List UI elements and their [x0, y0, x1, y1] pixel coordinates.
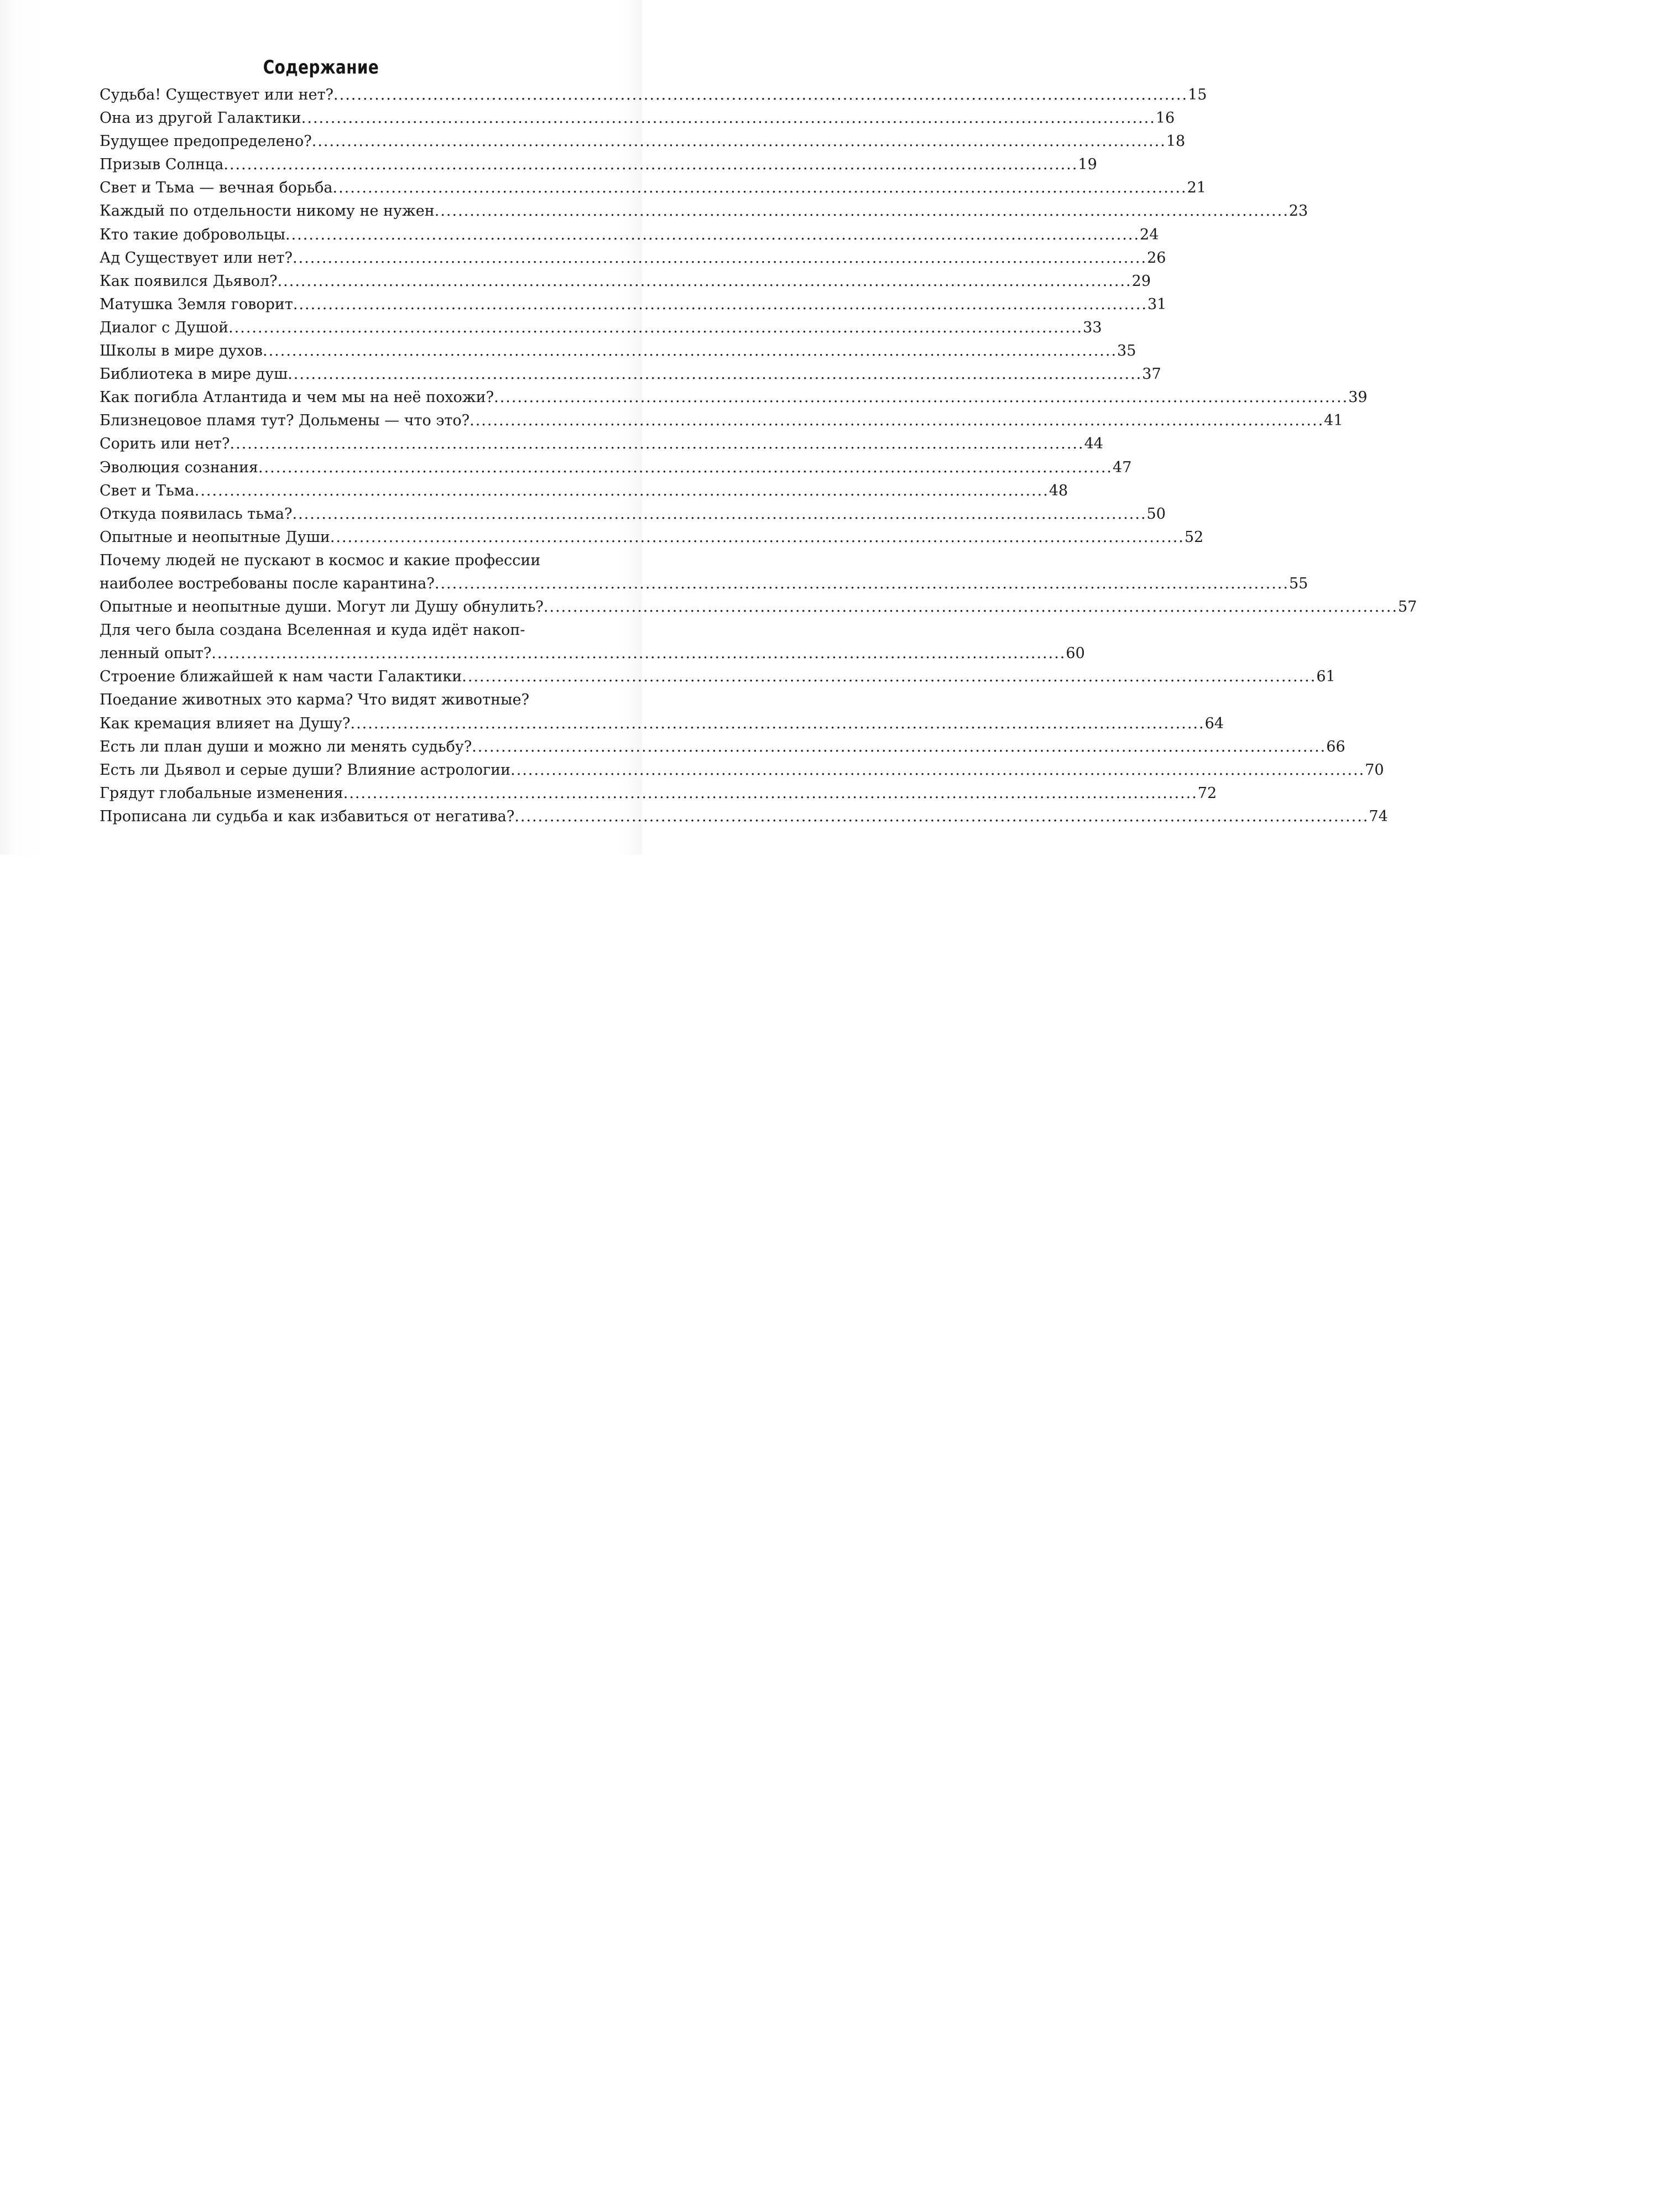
toc-entry — [100, 456, 1132, 479]
toc-entry-title: Она из другой Галактики — [100, 109, 301, 127]
toc-dot-leader — [223, 153, 1078, 176]
toc-entry — [100, 153, 1097, 176]
toc-entry — [100, 642, 1085, 665]
toc-entry — [100, 386, 1368, 409]
toc-entry — [100, 409, 1343, 432]
toc-dot-leader — [351, 712, 1205, 735]
toc-dot-leader — [285, 223, 1140, 247]
toc-dot-leader — [514, 805, 1369, 828]
toc-page-number: 29 — [1131, 272, 1151, 290]
toc-entry — [100, 316, 1102, 340]
toc-entry-title: Сорить или нет? — [100, 435, 230, 453]
toc-entry-title: Есть ли Дьявол и серые души? Влияние астрологии — [100, 761, 511, 779]
toc-entry-title: Эволюция сознания — [100, 458, 258, 476]
toc-entry-title: Опытные и неопытные души. Могут ли Душу обнулить? — [100, 598, 544, 616]
toc-page-number: 18 — [1166, 133, 1186, 150]
toc-entry-title: Школы в мире духов — [100, 342, 263, 360]
toc-page-number: 15 — [1188, 86, 1207, 103]
toc-entry — [100, 130, 1186, 153]
toc-entry-title: Есть ли план души и можно ли менять судьбу? — [100, 738, 472, 755]
toc-entry — [100, 200, 1308, 223]
toc-entry — [100, 270, 1151, 293]
toc-dot-leader — [435, 200, 1289, 223]
toc-entry — [100, 549, 553, 572]
toc-dot-leader — [288, 363, 1142, 386]
table-of-contents — [100, 84, 1417, 828]
toc-dot-leader — [293, 247, 1147, 270]
toc-entry-title: Каждый по отдельности никому не нужен — [100, 202, 435, 220]
toc-entry — [100, 805, 1388, 828]
toc-page-number: 16 — [1155, 109, 1175, 127]
toc-dot-leader — [230, 432, 1084, 456]
toc-entry-title: Кто такие добровольцы — [100, 226, 285, 243]
toc-entry — [100, 479, 1068, 503]
toc-dot-leader — [330, 526, 1185, 549]
toc-entry — [100, 665, 1335, 688]
toc-entry — [100, 503, 1166, 526]
toc-page-number: 41 — [1324, 412, 1343, 430]
toc-dot-leader — [333, 84, 1188, 107]
toc-page-number: 55 — [1288, 575, 1308, 592]
toc-entry — [100, 688, 553, 712]
toc-entry-title: Как погибла Атлантида и чем мы на неё похожи? — [100, 389, 494, 406]
toc-entry — [100, 340, 1136, 363]
toc-page-number: 52 — [1184, 528, 1204, 546]
toc-page-number: 47 — [1113, 458, 1132, 476]
toc-dot-leader — [258, 456, 1113, 479]
toc-page-number: 31 — [1147, 295, 1167, 313]
toc-page-number: 33 — [1083, 319, 1102, 336]
toc-page-number: 19 — [1078, 156, 1097, 174]
toc-dot-leader — [301, 107, 1156, 130]
toc-entry-title: Диалог с Душой — [100, 319, 229, 336]
toc-entry — [100, 782, 1217, 805]
page-title: Содержание — [263, 56, 379, 79]
toc-entry-title: Ад Существует или нет? — [100, 249, 293, 267]
book-page — [0, 0, 1417, 855]
toc-page-number: 60 — [1066, 645, 1085, 662]
toc-entry-title: Поедание животных это карма? Что видят животные? — [100, 691, 530, 709]
toc-dot-leader — [333, 176, 1187, 200]
toc-entry-title: Как появился Дьявол? — [100, 272, 278, 290]
toc-dot-leader — [469, 409, 1324, 432]
toc-entry — [100, 712, 1224, 735]
toc-entry — [100, 363, 1161, 386]
toc-entry-title: Будущее предопределено? — [100, 133, 312, 150]
toc-dot-leader — [293, 293, 1147, 316]
toc-entry-title: Для чего была создана Вселенная и куда идёт накоп- — [100, 622, 525, 639]
toc-entry-title: Матушка Земля говорит — [100, 295, 293, 313]
toc-entry-title: Прописана ли судьба и как избавиться от негатива? — [100, 807, 515, 825]
toc-entry-title: Судьба! Существует или нет? — [100, 86, 334, 103]
toc-page-number: 50 — [1146, 505, 1166, 523]
toc-entry — [100, 223, 1159, 247]
toc-page-number: 35 — [1117, 342, 1136, 360]
toc-entry-title: ленный опыт? — [100, 645, 212, 662]
toc-entry — [100, 247, 1166, 270]
toc-page-number: 64 — [1204, 714, 1224, 732]
toc-entry-title: Свет и Тьма — вечная борьба — [100, 179, 333, 197]
toc-entry — [100, 735, 1345, 759]
toc-page-number: 48 — [1048, 482, 1068, 499]
toc-entry — [100, 596, 1417, 619]
toc-page-number: 26 — [1147, 249, 1166, 267]
toc-page-number: 72 — [1197, 784, 1217, 802]
toc-dot-leader — [263, 340, 1117, 363]
toc-page-number: 74 — [1369, 807, 1388, 825]
toc-page-number: 21 — [1187, 179, 1206, 197]
toc-page-number: 39 — [1348, 389, 1368, 406]
toc-entry-title: Призыв Солнца — [100, 156, 224, 174]
toc-entry-title: наиболее востребованы после карантина? — [100, 575, 435, 592]
toc-dot-leader — [544, 596, 1398, 619]
toc-entry-title: Грядут глобальные изменения — [100, 784, 343, 802]
toc-page-number: 66 — [1326, 738, 1345, 755]
toc-entry — [100, 84, 1207, 107]
toc-entry — [100, 107, 1175, 130]
toc-entry — [100, 759, 1384, 782]
toc-page-number: 23 — [1288, 202, 1308, 220]
toc-dot-leader — [462, 665, 1316, 688]
toc-entry-title: Близнецовое пламя тут? Дольмены — что это? — [100, 412, 470, 430]
toc-entry-title: Откуда появилась тьма? — [100, 505, 293, 523]
toc-entry-title: Свет и Тьма — [100, 482, 195, 499]
toc-dot-leader — [211, 642, 1066, 665]
toc-dot-leader — [494, 386, 1348, 409]
toc-entry — [100, 526, 1204, 549]
toc-entry-title: Библиотека в мире душ — [100, 366, 288, 383]
toc-dot-leader — [312, 130, 1166, 153]
toc-entry — [100, 572, 1308, 596]
toc-dot-leader — [472, 735, 1326, 759]
toc-dot-leader — [510, 759, 1365, 782]
toc-page-number: 44 — [1084, 435, 1103, 453]
toc-entry — [100, 432, 1103, 456]
toc-dot-leader — [278, 270, 1132, 293]
toc-dot-leader — [435, 572, 1289, 596]
toc-entry-title: Как кремация влияет на Душу? — [100, 714, 351, 732]
toc-page-number: 61 — [1316, 668, 1335, 686]
toc-entry-title: Почему людей не пускают в космос и какие профессии — [100, 551, 541, 569]
toc-dot-leader — [343, 782, 1198, 805]
toc-entry — [100, 619, 553, 642]
toc-dot-leader — [228, 316, 1083, 340]
toc-page-number: 37 — [1142, 366, 1161, 383]
toc-page-number: 70 — [1365, 761, 1384, 779]
toc-dot-leader — [195, 479, 1049, 503]
toc-dot-leader — [292, 503, 1146, 526]
toc-page-number: 57 — [1397, 598, 1417, 616]
toc-page-number: 24 — [1140, 226, 1159, 243]
toc-entry-title: Опытные и неопытные Души — [100, 528, 330, 546]
toc-entry — [100, 176, 1206, 200]
toc-entry — [100, 293, 1167, 316]
toc-entry-title: Строение ближайшей к нам части Галактики — [100, 668, 462, 686]
